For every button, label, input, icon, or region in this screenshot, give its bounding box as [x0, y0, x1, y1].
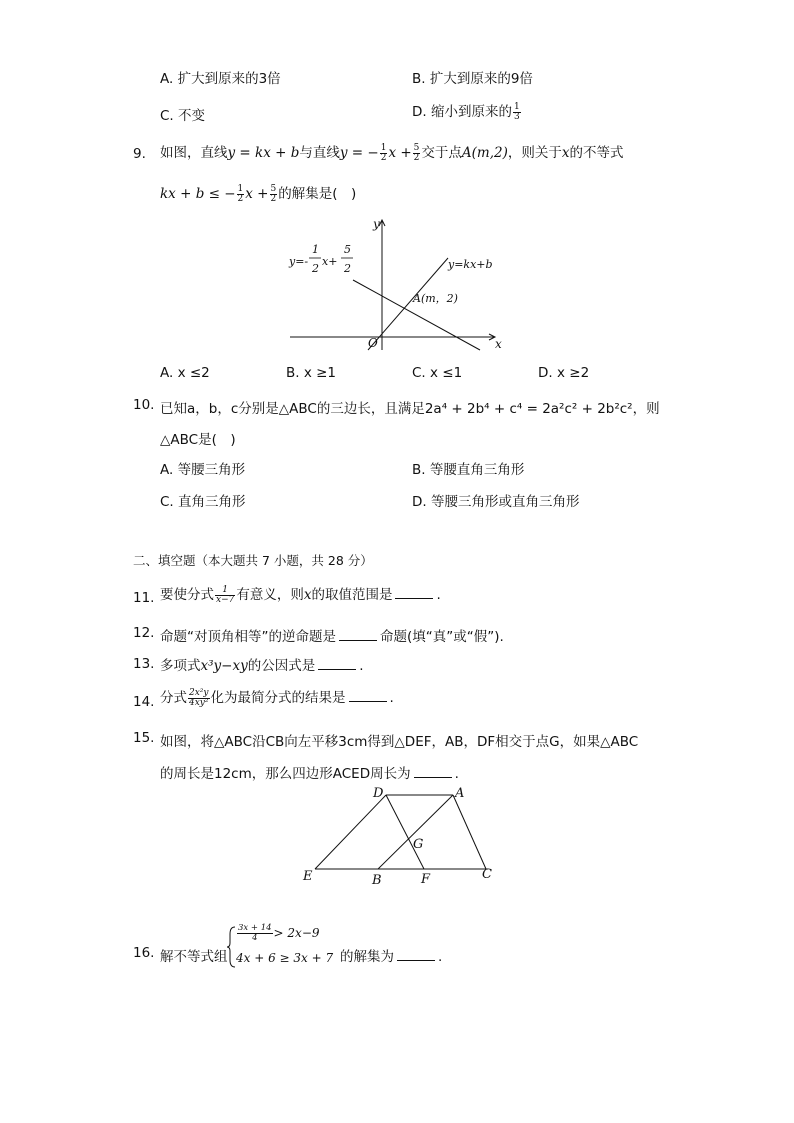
- graph-line1-f1-den: 2: [312, 262, 319, 275]
- label-e: E: [303, 869, 313, 884]
- q9-number: 9.: [133, 146, 146, 162]
- q10-option-c: C. 直角三角形: [160, 494, 246, 510]
- q8-option-d: D. 缩小到原来的 $\frac{1}{3}$: [412, 101, 520, 122]
- answer-blank: [414, 767, 452, 778]
- q14-stem: 分式 $\frac{\text{2x²y}}{\text{4xy²}}$ 化为最简分式的结果是 .: [160, 687, 394, 708]
- graph-line1-f1-num: 1: [312, 243, 319, 256]
- answer-blank: [397, 950, 435, 961]
- q11-stem: 要使分式 $\frac{1}{x-7}$ 有意义，则x的取值范围是 .: [160, 584, 441, 605]
- q16-suffix: 的解集为 .: [340, 949, 443, 965]
- q8-option-b: B. 扩大到原来的9倍: [412, 71, 533, 87]
- q15-stem-line1: 如图，将△ABC沿CB向左平移3cm得到△DEF，AB，DF相交于点G，如果△ABC: [160, 734, 639, 750]
- q9-option-d: D. x ≥2: [538, 365, 590, 381]
- answer-blank: [395, 588, 433, 599]
- q10-option-b: B. 等腰直角三角形: [412, 462, 525, 478]
- q10-number: 10.: [133, 397, 155, 413]
- graph-point-label: A(m，2): [413, 292, 458, 305]
- q15-number: 15.: [133, 730, 155, 746]
- label-f: F: [421, 872, 431, 887]
- q10-stem-line1: 已知a，b，c分别是△ABC的三边长，且满足2a⁴ + 2b⁴ + c⁴ = 2a²c² + 2b²c²，则: [160, 401, 660, 417]
- q12-stem: 命题“对顶角相等”的逆命题是 命题(填“真”或“假”).: [160, 629, 504, 645]
- answer-blank: [318, 659, 356, 670]
- q9-option-c: C. x ≤1: [412, 365, 463, 381]
- graph-x-label: x: [495, 337, 502, 351]
- system-brace-icon: [226, 926, 236, 968]
- q12-number: 12.: [133, 625, 155, 641]
- q13-number: 13.: [133, 656, 155, 672]
- graph-line1-f2-num: 5: [344, 243, 351, 256]
- segment-ba: [378, 795, 453, 869]
- answer-blank: [349, 691, 387, 702]
- graph-line1-f2-den: 2: [344, 262, 351, 275]
- q11-number: 11.: [133, 590, 155, 606]
- q13-stem: 多项式x³y−xy的公因式是 .: [160, 658, 364, 674]
- graph-line-kx-b-label: y=kx+b: [448, 258, 493, 271]
- graph-y-label: y: [373, 217, 380, 231]
- label-c: C: [482, 867, 492, 882]
- q9-option-a: A. x ≤2: [160, 365, 210, 381]
- q16-row2: 4x + 6 ≥ 3x + 7: [236, 951, 334, 965]
- q10-stem-line2: △ABC是( ): [160, 432, 236, 448]
- graph-line1-mid: x+: [322, 255, 338, 268]
- segment-df: [386, 795, 424, 869]
- q9-graph: [280, 210, 510, 355]
- q9-option-b: B. x ≥1: [286, 365, 337, 381]
- section-title: 二、填空题（本大题共 7 小题，共 28 分）: [133, 553, 373, 568]
- q15-figure: [298, 782, 498, 887]
- segment-ac: [453, 795, 486, 869]
- q9-stem-line2: kx + b ≤ − $\frac{1}{2}$ x + $\frac{5}{2}$ 的解集是( ): [160, 183, 357, 204]
- q14-number: 14.: [133, 694, 155, 710]
- q16-row1: $\frac{3x + 14}{4}$ > 2x−9: [238, 923, 320, 943]
- q9-stem-line1: 如图，直线y = kx + b与直线y = − $\frac{1}{2}$ x + $\frac{5}{2}$ 交于点A(m,2)，则关于x的不等式: [160, 142, 624, 163]
- q8-option-c: C. 不变: [160, 108, 206, 124]
- q16-prefix: 解不等式组: [160, 949, 228, 965]
- answer-blank: [339, 630, 377, 641]
- q10-option-a: A. 等腰三角形: [160, 462, 246, 478]
- q10-option-d: D. 等腰三角形或直角三角形: [412, 494, 580, 510]
- label-a: A: [455, 786, 465, 801]
- graph-origin-label: O: [368, 336, 378, 350]
- graph-line1-prefix: y=-: [289, 255, 309, 268]
- q16-number: 16.: [133, 945, 155, 961]
- q15-stem-line2: 的周长是12cm，那么四边形ACED周长为 .: [160, 766, 459, 782]
- label-d: D: [373, 786, 384, 801]
- q8-option-a: A. 扩大到原来的3倍: [160, 71, 281, 87]
- segment-ed: [315, 795, 386, 869]
- label-b: B: [372, 873, 382, 887]
- label-g: G: [413, 837, 424, 852]
